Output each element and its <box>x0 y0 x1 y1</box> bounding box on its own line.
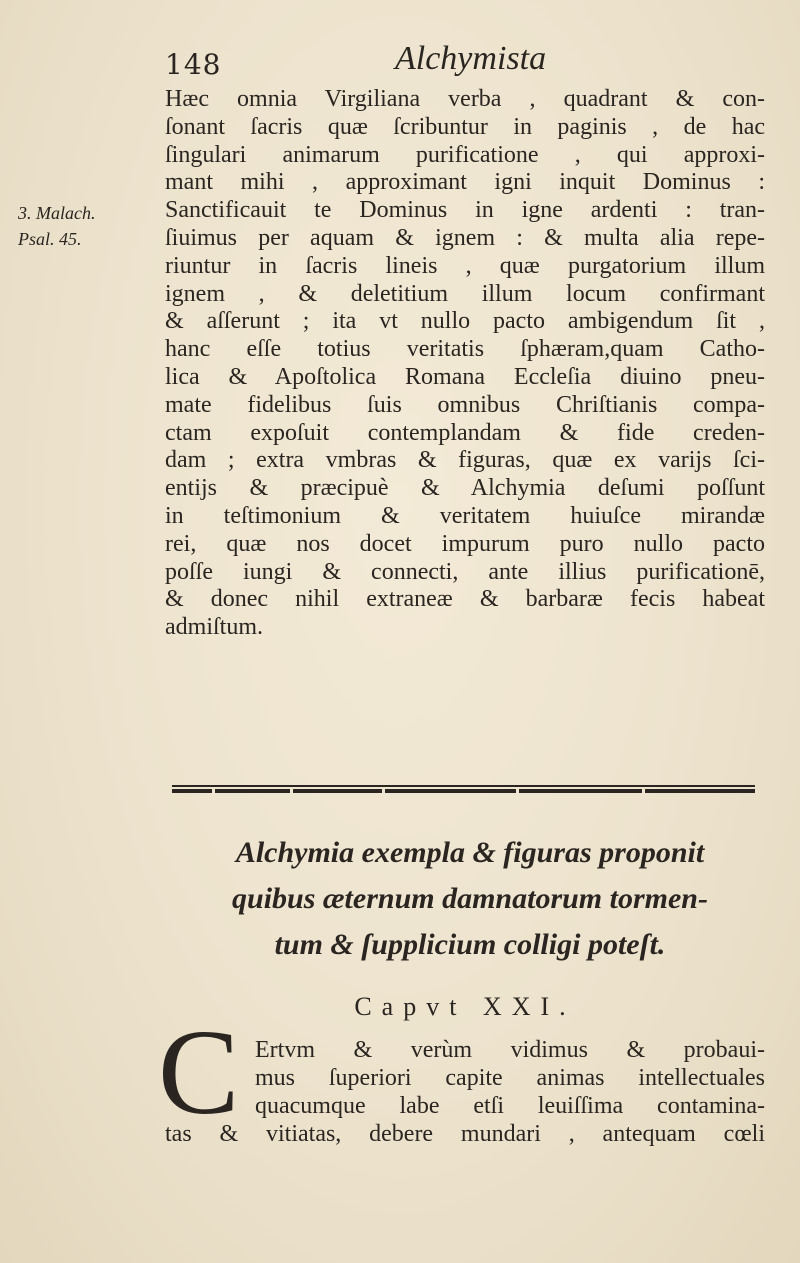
text-line: ſiuimus per aquam & ignem : & multa alia repe- <box>165 224 765 251</box>
text-line: rei, quæ nos docet impurum puro nullo pacto <box>165 530 765 557</box>
running-title: Alchymista <box>395 40 547 77</box>
margin-note: 3. Malach. <box>18 203 96 223</box>
section-heading <box>150 830 790 968</box>
text-line: lica & Apoſtolica Romana Eccleſia diuino pneu- <box>165 363 765 390</box>
text-line: ſonant ſacris quæ ſcribuntur in paginis , de hac <box>165 113 765 140</box>
text-line: ſingulari animarum purificatione , qui approxi- <box>165 141 765 168</box>
chapter-title: Capvt XXI. <box>354 992 576 1021</box>
text-line: poſſe iungi & connecti, ante illius purificationē, <box>165 558 765 585</box>
text-line: mus ſuperiori capite animas intellectuales <box>255 1064 765 1091</box>
running-head <box>165 40 765 88</box>
text-line: dam ; extra vmbras & figuras, quæ ex varijs ſci- <box>165 447 765 474</box>
paragraph-1 <box>165 86 765 642</box>
text-line: & aſſerunt ; ita vt nullo pacto ambigendum ſit , <box>165 308 765 335</box>
text-line: ignem , & deletitium illum locum confirmant <box>165 280 765 307</box>
text-line: in teſtimonium & veritatem huiuſce mirandæ <box>165 502 765 529</box>
text-line: entijs & præcipuè & Alchymia deſumi poſſunt <box>165 475 765 502</box>
margin-notes <box>18 200 148 252</box>
heading-line: tum & ſupplicium colligi poteſt. <box>274 928 666 961</box>
paragraph-2-full <box>165 1121 765 1149</box>
text-line: mant mihi , approximant igni inquit Dominus : <box>165 169 765 196</box>
text-line: quacumque labe etſi leuiſſima contamina- <box>255 1092 765 1119</box>
text-line: Hæc omnia Virgiliana verba , quadrant & con- <box>165 86 765 112</box>
text-line: hanc eſſe totius veritatis ſphæram,quam Catho- <box>165 336 765 363</box>
text-line: & donec nihil extraneæ & barbaræ fecis habeat <box>165 586 765 613</box>
text-line: admiſtum. <box>165 614 263 641</box>
drop-cap: C <box>158 1005 240 1140</box>
text-line: mate fidelibus ſuis omnibus Chriſtianis compa- <box>165 391 765 418</box>
margin-note: Psal. 45. <box>18 229 82 249</box>
text-line: Sanctificauit te Dominus in igne ardenti : tran- <box>165 197 765 224</box>
heading-line: Alchymia exempla & figuras proponit <box>235 836 705 869</box>
paragraph-2-indented <box>255 1037 765 1120</box>
text-line: ctam expoſuit contemplandam & fide creden- <box>165 419 765 446</box>
text-line: riuntur in ſacris lineis , quæ purgatorium illum <box>165 252 765 279</box>
page-number: 148 <box>165 48 222 81</box>
ornamental-rule <box>172 783 755 795</box>
text-line: tas & vitiatas, debere mundari , antequam cœli <box>165 1121 765 1147</box>
text-line: Ertvm & verùm vidimus & probaui- <box>255 1037 765 1063</box>
heading-line: quibus æternum damnatorum tormen- <box>232 882 708 915</box>
